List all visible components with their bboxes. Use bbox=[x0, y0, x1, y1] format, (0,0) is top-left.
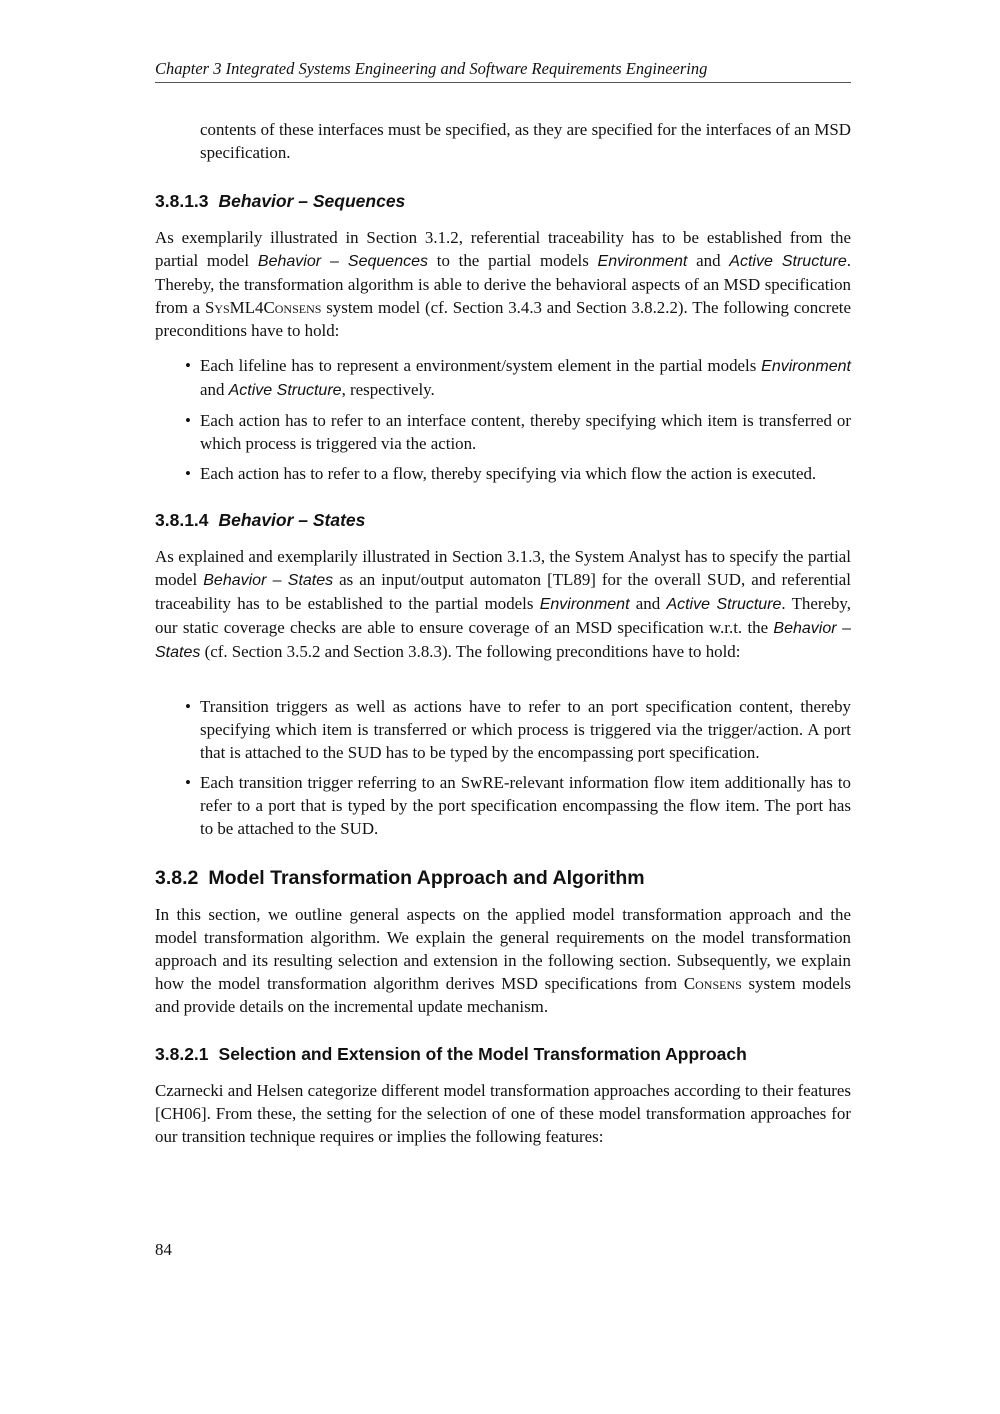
section-3-8-1-4-heading bbox=[155, 509, 365, 531]
intro-paragraph: contents of these interfaces must be specified, as they are specified for the interfaces of an MSD specification. bbox=[200, 120, 851, 162]
system-name: SysML4Consens bbox=[204, 298, 322, 317]
list-item bbox=[155, 462, 851, 485]
section-3-8-1-3-list bbox=[155, 354, 851, 492]
text-run: system models and provide details on the incremental update mechanism. bbox=[155, 974, 851, 1016]
section-3-8-2-1-paragraph: Czarnecki and Helsen categorize different model transformation approaches according to their features [CH06]. From these, the setting for the selection of one of these model transformation approaches for our transition technique requires or implies the following features: bbox=[155, 1081, 851, 1146]
text-run: (cf. Section 3.5.2 and Section 3.8.3). The following preconditions have to hold: bbox=[200, 642, 741, 661]
section-3-8-2-paragraph bbox=[155, 903, 851, 1018]
section-3-8-2-heading bbox=[155, 866, 645, 890]
text-run: to the partial models bbox=[428, 251, 598, 270]
model-term: Behavior – States bbox=[203, 572, 334, 589]
text-run: as an input/output automaton [TL89] for the overall SUD, and referential traceability has to be established to the partial models bbox=[155, 570, 851, 613]
text-run: , respectively. bbox=[341, 380, 435, 399]
section-3-8-1-4-paragraph bbox=[155, 545, 851, 664]
section-3-8-1-3-paragraph bbox=[155, 226, 851, 342]
list-item bbox=[155, 771, 851, 840]
section-title: Selection and Extension of the Model Transformation Approach bbox=[218, 1044, 747, 1064]
section-title: Behavior – States bbox=[218, 510, 366, 530]
model-term: Environment bbox=[539, 596, 630, 613]
bullet-icon: • bbox=[185, 697, 191, 716]
section-number: 3.8.1.3 bbox=[155, 191, 209, 211]
text-run: and bbox=[200, 380, 229, 399]
section-title: Model Transformation Approach and Algorithm bbox=[208, 867, 645, 889]
bullet-icon: • bbox=[185, 411, 191, 430]
bullet-icon: • bbox=[185, 773, 191, 792]
section-number: 3.8.2 bbox=[155, 867, 199, 889]
text-run: As explained and exemplarily illustrated in Section 3.1.3, the System Analyst has to specify the partial model bbox=[155, 547, 851, 589]
text-run: Each lifeline has to represent a environment/system element in the partial models bbox=[200, 356, 762, 375]
text-run: . Thereby, the transformation algorithm is able to derive the behavioral aspects of an MSD specification from a bbox=[155, 251, 852, 317]
section-3-8-2-1-heading bbox=[155, 1043, 747, 1065]
text-run: In this section, we outline general aspects on the applied model transformation approach and the model transformation algorithm. We explain the general requirements on the model transformation approach and its resulting selection and extension in the following section. Subsequently, we explain how the model transformation algorithm derives MSD specifications from bbox=[155, 905, 851, 993]
model-term: Active Structure bbox=[228, 382, 342, 399]
text-run: system model (cf. Section 3.4.3 and Section 3.8.2.2). The following concrete preconditions have to hold: bbox=[155, 298, 852, 340]
model-term: Active Structure bbox=[729, 253, 847, 270]
section-title: Behavior – Sequences bbox=[218, 191, 406, 211]
text-run: Each action has to refer to an interface content, thereby specifying which item is transferred or which process is triggered via the action. bbox=[200, 411, 851, 453]
list-item bbox=[155, 409, 851, 455]
text-run: and bbox=[629, 594, 667, 613]
model-term: Environment bbox=[597, 253, 688, 270]
text-run: and bbox=[687, 251, 730, 270]
model-term: Behavior – States bbox=[155, 620, 851, 661]
list-item bbox=[155, 695, 851, 764]
model-term: Active Structure bbox=[666, 596, 782, 613]
section-3-8-1-3-heading bbox=[155, 190, 405, 212]
section-number: 3.8.1.4 bbox=[155, 510, 209, 530]
page-number: 84 bbox=[155, 1240, 172, 1259]
model-term: Behavior – Sequences bbox=[257, 253, 428, 270]
text-run: As exemplarily illustrated in Section 3.1.2, referential traceability has to be established from the partial model bbox=[155, 228, 851, 270]
text-run: Each action has to refer to a flow, thereby specifying via which flow the action is executed. bbox=[200, 464, 817, 483]
section-number: 3.8.2.1 bbox=[155, 1044, 209, 1064]
bullet-icon: • bbox=[185, 464, 191, 483]
text-run: Transition triggers as well as actions have to refer to an port specification content, thereby specifying which item is transferred or which process is triggered via the trigger/action. A port that is attached to the SUD has to be typed by the encompassing port specification. bbox=[200, 697, 851, 762]
text-run: Each transition trigger referring to an SwRE-relevant information flow item additionally has to refer to a port that is typed by the port specification encompassing the flow item. The port has to be attached to the SUD. bbox=[200, 773, 851, 838]
model-term: Environment bbox=[761, 358, 851, 375]
running-head: Chapter 3 Integrated Systems Engineering and Software Requirements Engineering bbox=[155, 58, 851, 83]
system-name: Consens bbox=[683, 974, 742, 993]
list-item bbox=[155, 354, 851, 402]
section-3-8-1-4-list bbox=[155, 695, 851, 847]
text-run: . Thereby, our static coverage checks are able to ensure coverage of an MSD specification w.r.t. the bbox=[155, 594, 851, 637]
bullet-icon: • bbox=[185, 356, 191, 375]
